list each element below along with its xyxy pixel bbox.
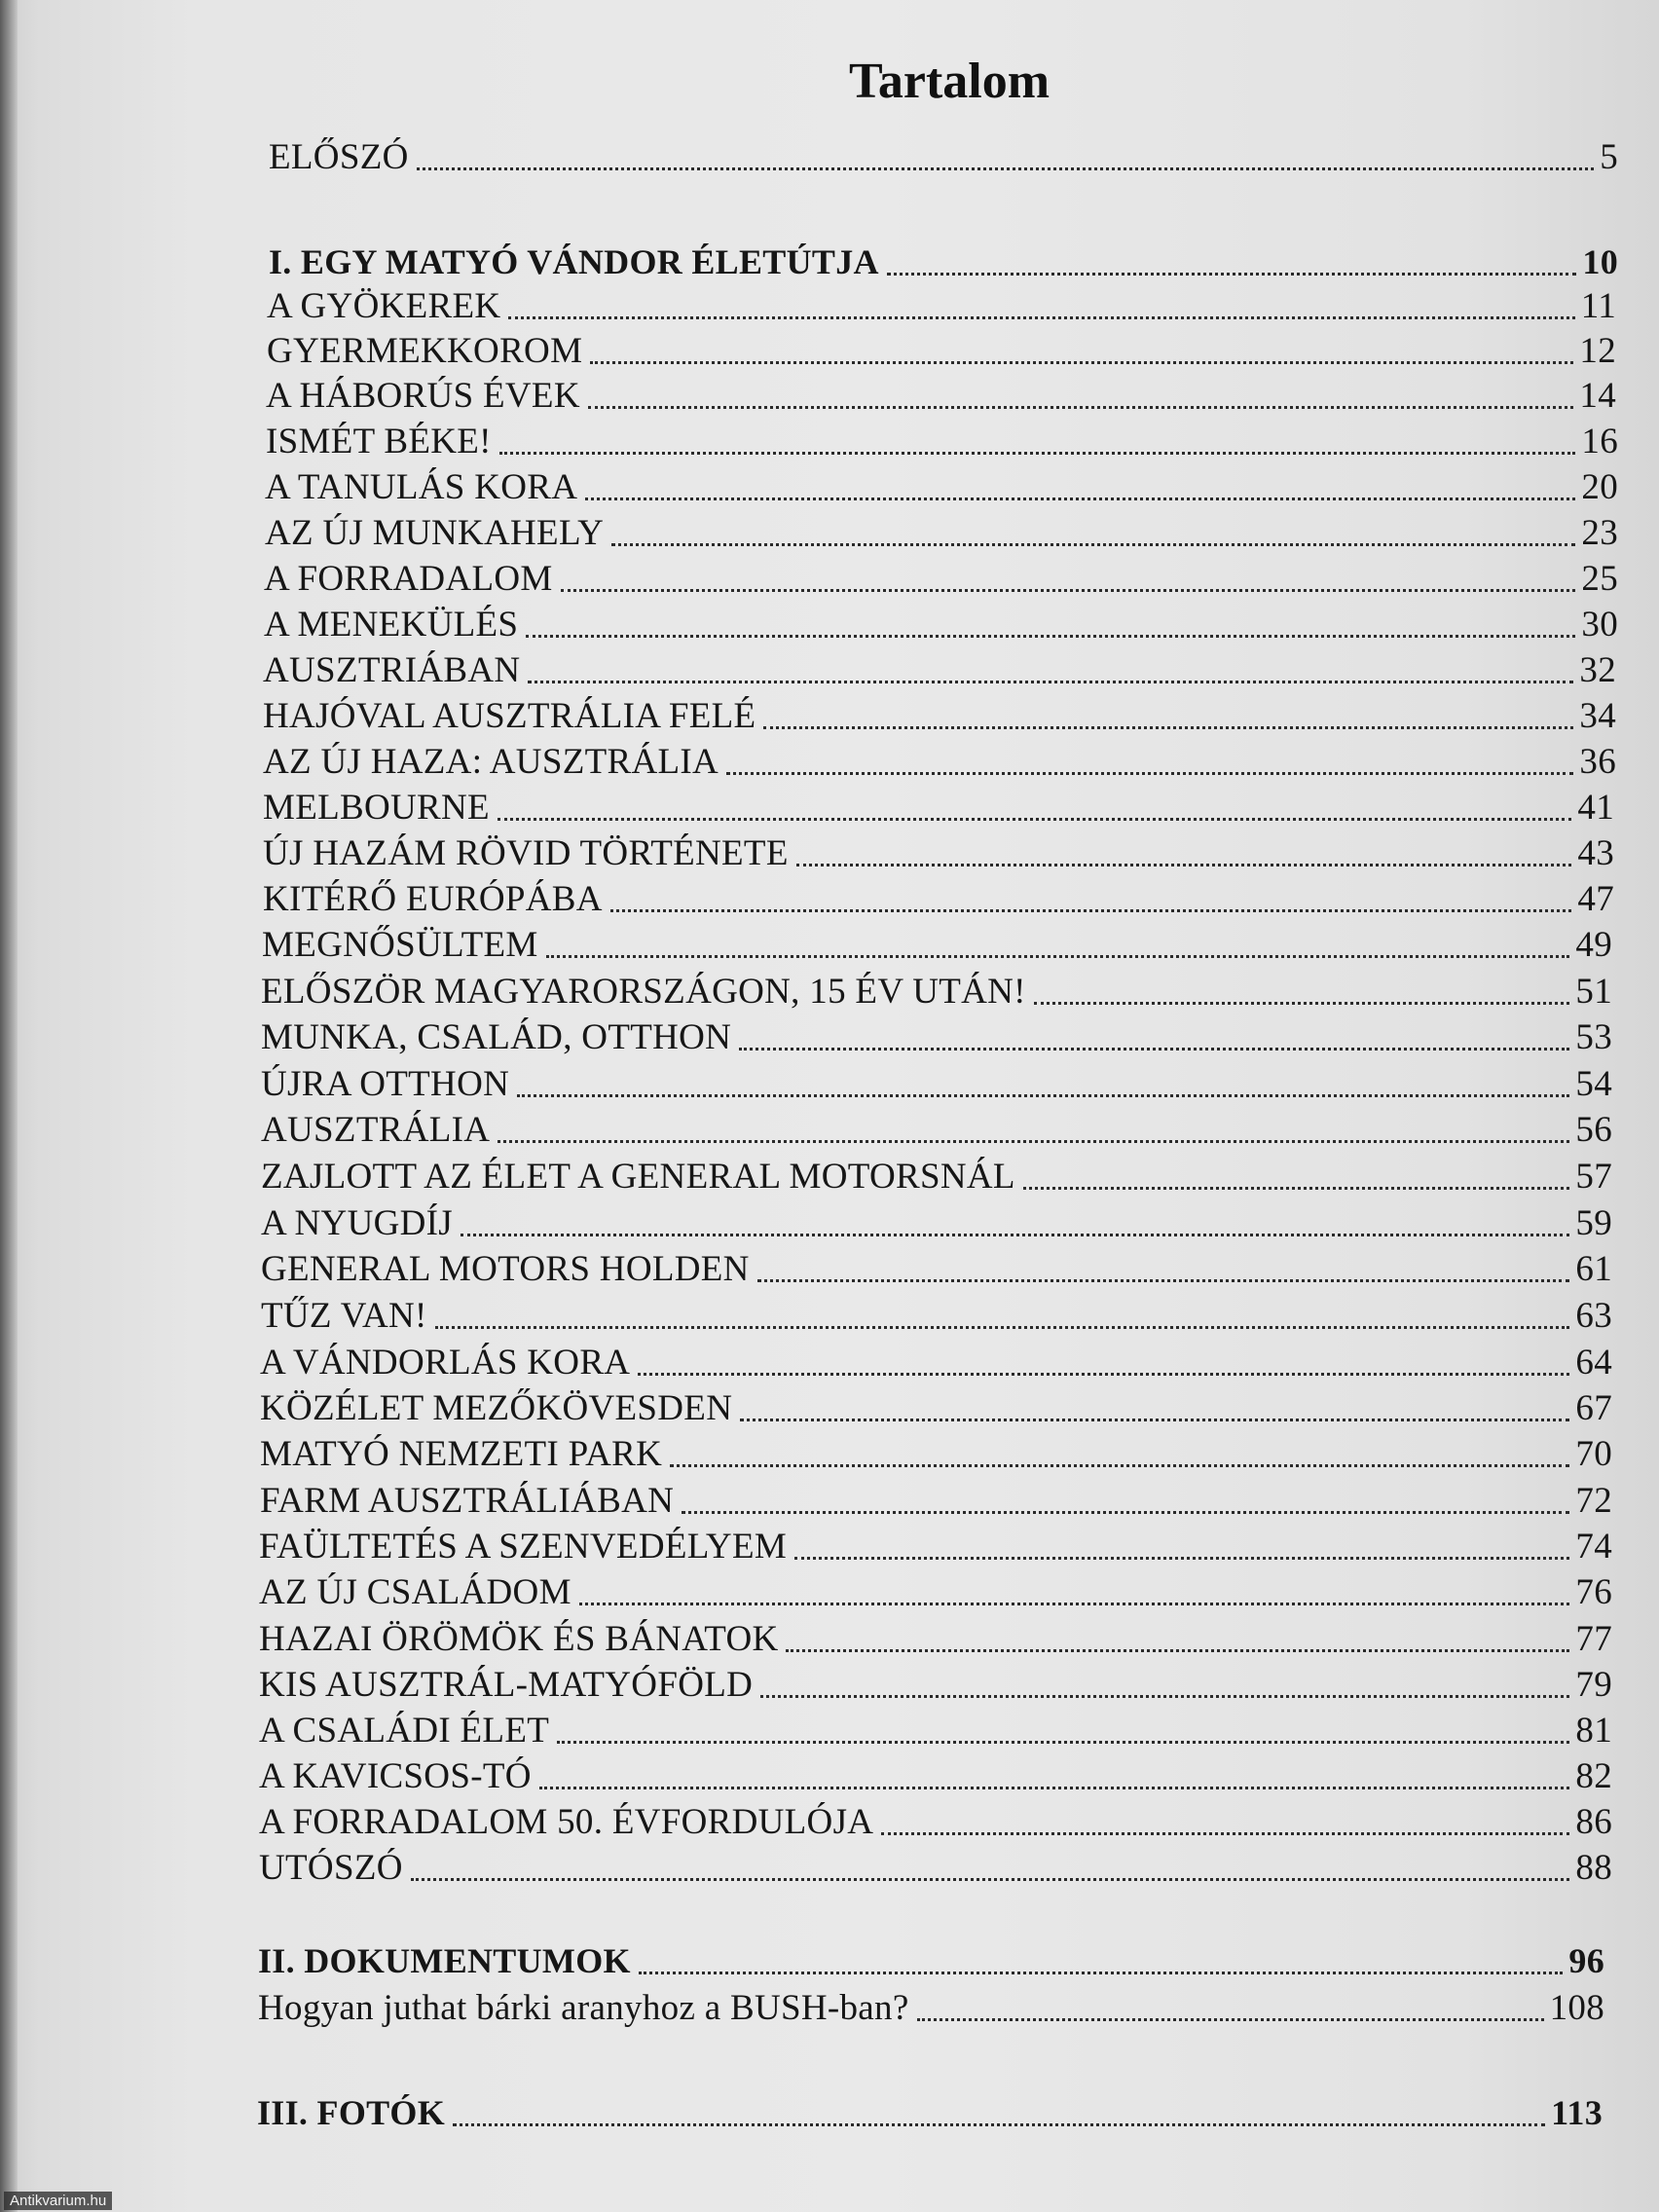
toc-page-number: 47 bbox=[1577, 879, 1614, 919]
toc-entry bbox=[261, 1202, 1612, 1247]
toc-entry-label: AUSZTRÁLIA bbox=[261, 1110, 491, 1150]
toc-entry bbox=[259, 1755, 1612, 1800]
dot-leader bbox=[1034, 1002, 1570, 1005]
watermark-label: Antikvarium.hu bbox=[4, 2192, 112, 2210]
toc-entry-label: FARM AUSZTRÁLIÁBAN bbox=[260, 1481, 675, 1521]
toc-page-number: 23 bbox=[1581, 513, 1618, 553]
toc-page-number: 77 bbox=[1575, 1619, 1612, 1659]
toc-chapter-entry bbox=[257, 2092, 1603, 2137]
dot-leader bbox=[557, 1741, 1569, 1744]
toc-entry-label: I. EGY MATYÓ VÁNDOR ÉLETÚTJA bbox=[269, 242, 879, 281]
toc-entry bbox=[261, 1109, 1612, 1154]
toc-entry bbox=[261, 1016, 1612, 1061]
toc-entry-label: KÖZÉLET MEZŐKÖVESDEN bbox=[260, 1388, 733, 1428]
toc-entry-label: A KAVICSOS-TÓ bbox=[259, 1756, 532, 1796]
toc-entry-label: AZ ÚJ MUNKAHELY bbox=[265, 513, 605, 553]
toc-entry-label: II. DOKUMENTUMOK bbox=[258, 1941, 631, 1980]
toc-entry bbox=[260, 1480, 1612, 1525]
toc-entry-label: MEGNŐSÜLTEM bbox=[262, 925, 538, 965]
dot-leader bbox=[639, 1972, 1564, 1974]
dot-leader bbox=[670, 1464, 1569, 1467]
dot-leader bbox=[757, 1279, 1570, 1282]
toc-page-number: 51 bbox=[1575, 972, 1612, 1012]
toc-chapter-entry bbox=[269, 241, 1618, 286]
toc-page-number: 53 bbox=[1575, 1017, 1612, 1057]
dot-leader bbox=[517, 1094, 1569, 1097]
toc-entry bbox=[263, 787, 1614, 831]
toc-entry-label: ÚJRA OTTHON bbox=[261, 1064, 510, 1104]
toc-entry bbox=[260, 1342, 1612, 1386]
toc-entry-label: A CSALÁDI ÉLET bbox=[259, 1711, 550, 1751]
toc-page-number: 49 bbox=[1575, 925, 1612, 965]
toc-entry bbox=[263, 695, 1616, 740]
toc-entry bbox=[267, 330, 1616, 375]
dot-leader bbox=[498, 1140, 1569, 1143]
toc-entry-label: MUNKA, CSALÁD, OTTHON bbox=[261, 1017, 732, 1057]
toc-page-number: 54 bbox=[1575, 1064, 1612, 1104]
toc-entry-label: ZAJLOTT AZ ÉLET A GENERAL MOTORSNÁL bbox=[261, 1157, 1015, 1197]
toc-entry bbox=[267, 285, 1616, 330]
toc-entry-label: UTÓSZÓ bbox=[259, 1848, 403, 1888]
toc-page-number: 59 bbox=[1575, 1203, 1612, 1243]
toc-entry-label: AZ ÚJ CSALÁDOM bbox=[259, 1572, 571, 1612]
toc-entry-label: A MENEKÜLÉS bbox=[264, 605, 519, 645]
toc-page-number: 67 bbox=[1575, 1388, 1612, 1428]
toc-page-number: 11 bbox=[1580, 286, 1616, 326]
toc-page-number: 79 bbox=[1575, 1665, 1612, 1705]
toc-page-number: 36 bbox=[1579, 742, 1616, 782]
toc-entry bbox=[265, 466, 1618, 511]
toc-entry bbox=[261, 971, 1612, 1015]
dot-leader bbox=[435, 1326, 1570, 1329]
toc-page-number: 14 bbox=[1579, 376, 1616, 416]
toc-page-number: 74 bbox=[1575, 1527, 1612, 1567]
toc-entry-label: GENERAL MOTORS HOLDEN bbox=[261, 1249, 750, 1289]
toc-page-number: 16 bbox=[1581, 422, 1618, 461]
toc-entry bbox=[258, 1987, 1604, 2032]
dot-leader bbox=[546, 955, 1570, 958]
toc-entry-label: AUSZTRIÁBAN bbox=[263, 650, 521, 690]
dot-leader bbox=[786, 1649, 1569, 1652]
toc-page-number: 82 bbox=[1575, 1756, 1612, 1796]
dot-leader bbox=[539, 1787, 1570, 1789]
toc-page-number: 96 bbox=[1568, 1941, 1604, 1980]
toc-entry bbox=[265, 512, 1618, 557]
toc-entry-label: A NYUGDÍJ bbox=[261, 1203, 453, 1243]
toc-page-number: 86 bbox=[1575, 1802, 1612, 1842]
dot-leader bbox=[579, 1603, 1570, 1605]
toc-page-number: 10 bbox=[1582, 242, 1618, 281]
toc-page-number: 70 bbox=[1575, 1434, 1612, 1474]
toc-entry bbox=[264, 558, 1618, 603]
toc-page-number: 20 bbox=[1581, 467, 1618, 507]
dot-leader bbox=[881, 1832, 1569, 1835]
toc-page-number: 32 bbox=[1579, 650, 1616, 690]
toc-entry bbox=[260, 1387, 1612, 1432]
toc-page-number: 30 bbox=[1581, 605, 1618, 645]
toc-page-number: 61 bbox=[1575, 1249, 1612, 1289]
toc-entry-label: ISMÉT BÉKE! bbox=[266, 422, 492, 461]
toc-entry-label: AZ ÚJ HAZA: AUSZTRÁLIA bbox=[263, 742, 719, 782]
toc-page-number: 108 bbox=[1549, 1988, 1604, 2028]
dot-leader bbox=[796, 864, 1572, 866]
toc-page-number: 76 bbox=[1575, 1572, 1612, 1612]
dot-leader bbox=[499, 452, 1576, 455]
dot-leader bbox=[417, 167, 1595, 170]
dot-leader bbox=[610, 909, 1572, 912]
dot-leader bbox=[585, 498, 1575, 500]
toc-entry-label: TŰZ VAN! bbox=[261, 1296, 427, 1336]
dot-leader bbox=[760, 1695, 1569, 1698]
dot-leader bbox=[611, 543, 1575, 546]
toc-page-number: 57 bbox=[1575, 1157, 1612, 1197]
toc-page-number: 88 bbox=[1575, 1848, 1612, 1888]
toc-page-number: 63 bbox=[1575, 1296, 1612, 1336]
toc-entry-label: ÚJ HAZÁM RÖVID TÖRTÉNETE bbox=[263, 833, 789, 873]
toc-entry bbox=[261, 1063, 1612, 1108]
toc-entry bbox=[262, 924, 1612, 969]
toc-entry bbox=[259, 1618, 1612, 1663]
dot-leader bbox=[887, 273, 1577, 276]
toc-chapter-entry bbox=[258, 1940, 1604, 1985]
toc-page-number: 12 bbox=[1579, 331, 1616, 371]
dot-leader bbox=[453, 2123, 1545, 2126]
toc-entry-label: MATYÓ NEMZETI PARK bbox=[260, 1434, 663, 1474]
page-title: Tartalom bbox=[848, 54, 1051, 109]
dot-leader bbox=[794, 1557, 1569, 1560]
toc-entry-label: HAJÓVAL AUSZTRÁLIA FELÉ bbox=[263, 696, 756, 736]
toc-entry bbox=[259, 1847, 1612, 1892]
toc-entry-label: A FORRADALOM 50. ÉVFORDULÓJA bbox=[259, 1802, 874, 1842]
toc-entry bbox=[259, 1664, 1612, 1709]
dot-leader bbox=[763, 726, 1573, 729]
toc-entry bbox=[266, 421, 1618, 465]
dot-leader bbox=[590, 361, 1573, 364]
toc-entry-label: KITÉRŐ EURÓPÁBA bbox=[263, 879, 603, 919]
toc-page-number: 5 bbox=[1600, 137, 1618, 177]
toc-entry bbox=[264, 604, 1618, 648]
dot-leader bbox=[461, 1234, 1569, 1236]
toc-page-number: 41 bbox=[1577, 788, 1614, 828]
toc-entry-label: A HÁBORÚS ÉVEK bbox=[266, 376, 580, 416]
toc-entry bbox=[259, 1571, 1612, 1616]
toc-entry-label: A TANULÁS KORA bbox=[265, 467, 578, 507]
toc-entry bbox=[266, 375, 1616, 420]
toc-entry-label: GYERMEKKOROM bbox=[267, 331, 583, 371]
toc-entry bbox=[260, 1433, 1612, 1478]
toc-entry bbox=[261, 1248, 1612, 1293]
dot-leader bbox=[638, 1373, 1569, 1376]
toc-entry bbox=[269, 136, 1618, 181]
toc-entry bbox=[261, 1295, 1612, 1340]
toc-entry bbox=[259, 1801, 1612, 1846]
dot-leader bbox=[508, 316, 1574, 319]
dot-leader bbox=[411, 1878, 1570, 1881]
toc-entry-label: Hogyan juthat bárki aranyhoz a BUSH-ban? bbox=[258, 1988, 909, 2028]
toc-entry-label: HAZAI ÖRÖMÖK ÉS BÁNATOK bbox=[259, 1619, 779, 1659]
toc-entry bbox=[259, 1710, 1612, 1754]
dot-leader bbox=[561, 589, 1576, 592]
dot-leader bbox=[726, 772, 1573, 775]
toc-entry bbox=[263, 649, 1616, 694]
toc-page-number: 43 bbox=[1577, 833, 1614, 873]
toc-page-number: 56 bbox=[1575, 1110, 1612, 1150]
toc-entry bbox=[259, 1526, 1612, 1570]
toc-page-number: 72 bbox=[1575, 1481, 1612, 1521]
toc-page-number: 25 bbox=[1581, 559, 1618, 599]
toc-entry-label: A VÁNDORLÁS KORA bbox=[260, 1343, 631, 1382]
dot-leader bbox=[528, 681, 1573, 683]
dot-leader bbox=[498, 818, 1571, 821]
toc-entry-label: MELBOURNE bbox=[263, 788, 490, 828]
toc-entry bbox=[263, 878, 1614, 923]
toc-entry bbox=[263, 832, 1614, 877]
toc-page-number: 81 bbox=[1575, 1711, 1612, 1751]
dot-leader bbox=[740, 1419, 1569, 1421]
toc-entry-label: ELŐSZÓ bbox=[269, 137, 409, 177]
toc-entry-label: III. FOTÓK bbox=[257, 2093, 446, 2132]
toc-entry-label: KIS AUSZTRÁL-MATYÓFÖLD bbox=[259, 1665, 754, 1705]
toc-entry-label: ELŐSZÖR MAGYARORSZÁGON, 15 ÉV UTÁN! bbox=[261, 972, 1026, 1012]
toc-entry-label: A GYÖKEREK bbox=[267, 286, 501, 326]
toc-entry bbox=[261, 1156, 1612, 1200]
dot-leader bbox=[682, 1511, 1569, 1514]
dot-leader bbox=[917, 2018, 1544, 2021]
toc-page-number: 64 bbox=[1575, 1343, 1612, 1382]
dot-leader bbox=[1023, 1187, 1570, 1190]
dot-leader bbox=[588, 406, 1574, 409]
toc-entry bbox=[263, 741, 1616, 786]
toc-page-number: 34 bbox=[1579, 696, 1616, 736]
toc-entry-label: FAÜLTETÉS A SZENVEDÉLYEM bbox=[259, 1527, 788, 1567]
dot-leader bbox=[526, 635, 1575, 638]
dot-leader bbox=[739, 1048, 1569, 1051]
toc-page-number: 113 bbox=[1551, 2093, 1603, 2132]
toc-entry-label: A FORRADALOM bbox=[264, 559, 553, 599]
